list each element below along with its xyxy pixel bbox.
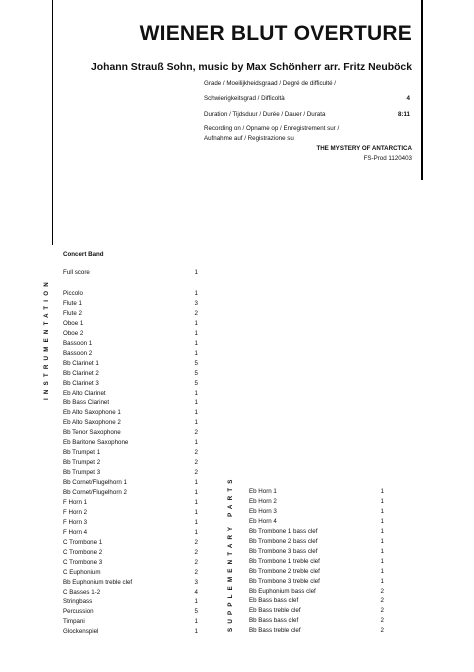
part-name: Bb Cornet/Flugelhorn 2	[63, 489, 127, 496]
part-qty: 1	[194, 498, 198, 506]
part-qty: 1	[194, 319, 198, 327]
part-name: Eb Horn 2	[249, 497, 277, 505]
part-qty: 2	[380, 587, 384, 595]
part-name: Bassoon 1	[63, 339, 93, 347]
part-name: Bb Bass Clarinet	[63, 399, 110, 407]
part-qty: 2	[194, 459, 198, 467]
subtitle: Johann Strauß Sohn, music by Max Schönherr arr. Fritz Neuböck	[90, 62, 412, 73]
part-name: Eb Horn 1	[249, 488, 277, 495]
part-name: Eb Horn 3	[249, 507, 277, 515]
part-qty: 2	[194, 309, 198, 317]
part-name: Percussion	[63, 608, 94, 616]
part-name: F Horn 1	[63, 498, 88, 506]
part-qty: 1	[380, 488, 384, 495]
part-name: Bb Bass treble clef	[249, 627, 301, 635]
duration-label: Duration / Tijdsduur / Durée / Dauer / Durata	[204, 111, 326, 118]
part-name: Bb Clarinet 1	[63, 359, 99, 367]
part-qty: 1	[194, 508, 198, 516]
part-qty: 2	[380, 617, 384, 625]
recording-title: THE MYSTERY OF ANTARCTICA	[316, 145, 412, 152]
part-qty: 1	[380, 497, 384, 505]
part-name: Eb Alto Clarinet	[63, 389, 106, 397]
recording-info	[204, 124, 412, 164]
part-name: Eb Alto Saxophone 1	[63, 409, 121, 417]
part-name: Flute 2	[63, 309, 82, 317]
part-name: Bb Trumpet 2	[63, 459, 101, 467]
part-qty: 2	[194, 538, 198, 546]
part-qty: 1	[194, 618, 198, 626]
part-name: Oboe 2	[63, 329, 84, 337]
part-qty: 5	[194, 369, 198, 377]
part-name: Full score	[63, 269, 90, 276]
part-name: Eb Horn 4	[249, 517, 277, 525]
recording-label-2: Aufnahme auf / Registrazione su	[204, 135, 294, 142]
part-name: C Trombone 3	[63, 558, 103, 566]
duration-value: 8:11	[397, 111, 410, 118]
left-rule	[52, 0, 53, 245]
part-name: Bb Trombone 2 bass clef	[249, 537, 318, 545]
part-qty: 1	[194, 290, 198, 297]
part-qty: 1	[194, 598, 198, 606]
part-name: Bb Clarinet 2	[63, 369, 99, 377]
part-name: C Trombone 2	[63, 548, 103, 556]
part-qty: 1	[194, 399, 198, 407]
right-rule	[421, 0, 423, 180]
part-qty: 5	[194, 359, 198, 367]
part-qty: 2	[380, 627, 384, 635]
part-name: Bb Trombone 1 bass clef	[249, 527, 318, 535]
part-name: F Horn 2	[63, 508, 88, 516]
grade-label: Grade / Moeilijkheidsgraad / Degré de difficulté /	[204, 80, 336, 87]
part-name: Eb Bass treble clef	[249, 607, 301, 615]
part-qty: 2	[194, 558, 198, 566]
part-name: Stringbass	[63, 598, 93, 606]
part-qty: 1	[194, 329, 198, 337]
part-name: Bb Trumpet 3	[63, 469, 101, 477]
part-name: Bassoon 2	[63, 349, 93, 357]
part-qty: 1	[194, 489, 198, 496]
part-name: C Basses 1-2	[63, 588, 101, 596]
part-name: C Euphonium	[63, 568, 101, 576]
part-qty: 1	[194, 518, 198, 526]
grade-value: 4	[406, 95, 410, 102]
part-name: Bb Euphonium treble clef	[63, 578, 133, 586]
recording-code: FS-Prod 1120403	[363, 155, 412, 162]
part-qty: 3	[194, 578, 198, 586]
part-name: Piccolo	[63, 290, 83, 297]
part-name: Bb Bass bass clef	[249, 617, 299, 625]
part-name: Bb Clarinet 3	[63, 379, 99, 387]
part-name: Flute 1	[63, 299, 82, 307]
part-qty: 1	[194, 628, 198, 636]
part-qty: 1	[194, 339, 198, 347]
part-qty: 1	[380, 557, 384, 565]
part-name: Bb Trombone 2 treble clef	[249, 567, 320, 575]
page-title: WIENER BLUT OVERTURE	[139, 22, 412, 45]
part-qty: 2	[380, 607, 384, 615]
part-qty: 1	[194, 439, 198, 447]
part-qty: 1	[380, 577, 384, 585]
part-qty: 1	[380, 527, 384, 535]
part-qty: 1	[194, 349, 198, 357]
part-name: Eb Baritone Saxophone	[63, 439, 129, 447]
part-qty: 1	[194, 479, 198, 487]
part-qty: 2	[380, 597, 384, 605]
part-qty: 1	[194, 409, 198, 417]
part-name: F Horn 3	[63, 518, 88, 526]
recording-label: Recording on / Opname op / Enregistrement sur /	[204, 125, 340, 132]
part-name: Eb Bass bass clef	[249, 597, 299, 605]
part-name: Bb Trumpet 1	[63, 449, 101, 457]
grade-label-2: Schwierigkeitsgrad / Difficoltà	[204, 95, 285, 102]
part-qty: 5	[194, 379, 198, 387]
part-name: C Trombone 1	[63, 538, 103, 546]
part-qty: 1	[194, 269, 198, 276]
part-qty: 2	[194, 449, 198, 457]
supplementary-parts-side-label: SUPPLEMENTARY PARTS	[227, 475, 234, 632]
part-qty: 3	[194, 299, 198, 307]
part-qty: 2	[194, 548, 198, 556]
part-qty: 2	[194, 469, 198, 477]
part-qty: 4	[194, 588, 198, 596]
instrumentation-side-label: INSTRUMENTATION	[43, 278, 50, 400]
part-qty: 1	[194, 419, 198, 427]
part-name: Bb Euphonium bass clef	[249, 587, 316, 595]
part-name: Eb Alto Saxophone 2	[63, 419, 121, 427]
part-name: Bb Trombone 3 bass clef	[249, 547, 318, 555]
part-qty: 1	[380, 547, 384, 555]
part-name: Oboe 1	[63, 319, 84, 327]
part-qty: 1	[380, 567, 384, 575]
part-qty: 1	[194, 389, 198, 397]
part-name: Bb Trombone 3 treble clef	[249, 577, 320, 585]
part-qty: 1	[380, 517, 384, 525]
part-qty: 2	[194, 568, 198, 576]
part-name: Bb Cornet/Flugelhorn 1	[63, 479, 127, 487]
part-name: Bb Tenor Saxophone	[63, 429, 121, 437]
part-qty: 1	[380, 507, 384, 515]
part-qty: 1	[380, 537, 384, 545]
part-name: F Horn 4	[63, 528, 88, 536]
part-name: Timpani	[63, 618, 85, 626]
part-qty: 5	[194, 608, 198, 616]
part-qty: 2	[194, 429, 198, 437]
part-name: Bb Trombone 1 treble clef	[249, 557, 320, 565]
part-qty: 1	[194, 528, 198, 536]
part-name: Glockenspiel	[63, 628, 99, 636]
concert-band-heading: Concert Band	[63, 251, 104, 258]
